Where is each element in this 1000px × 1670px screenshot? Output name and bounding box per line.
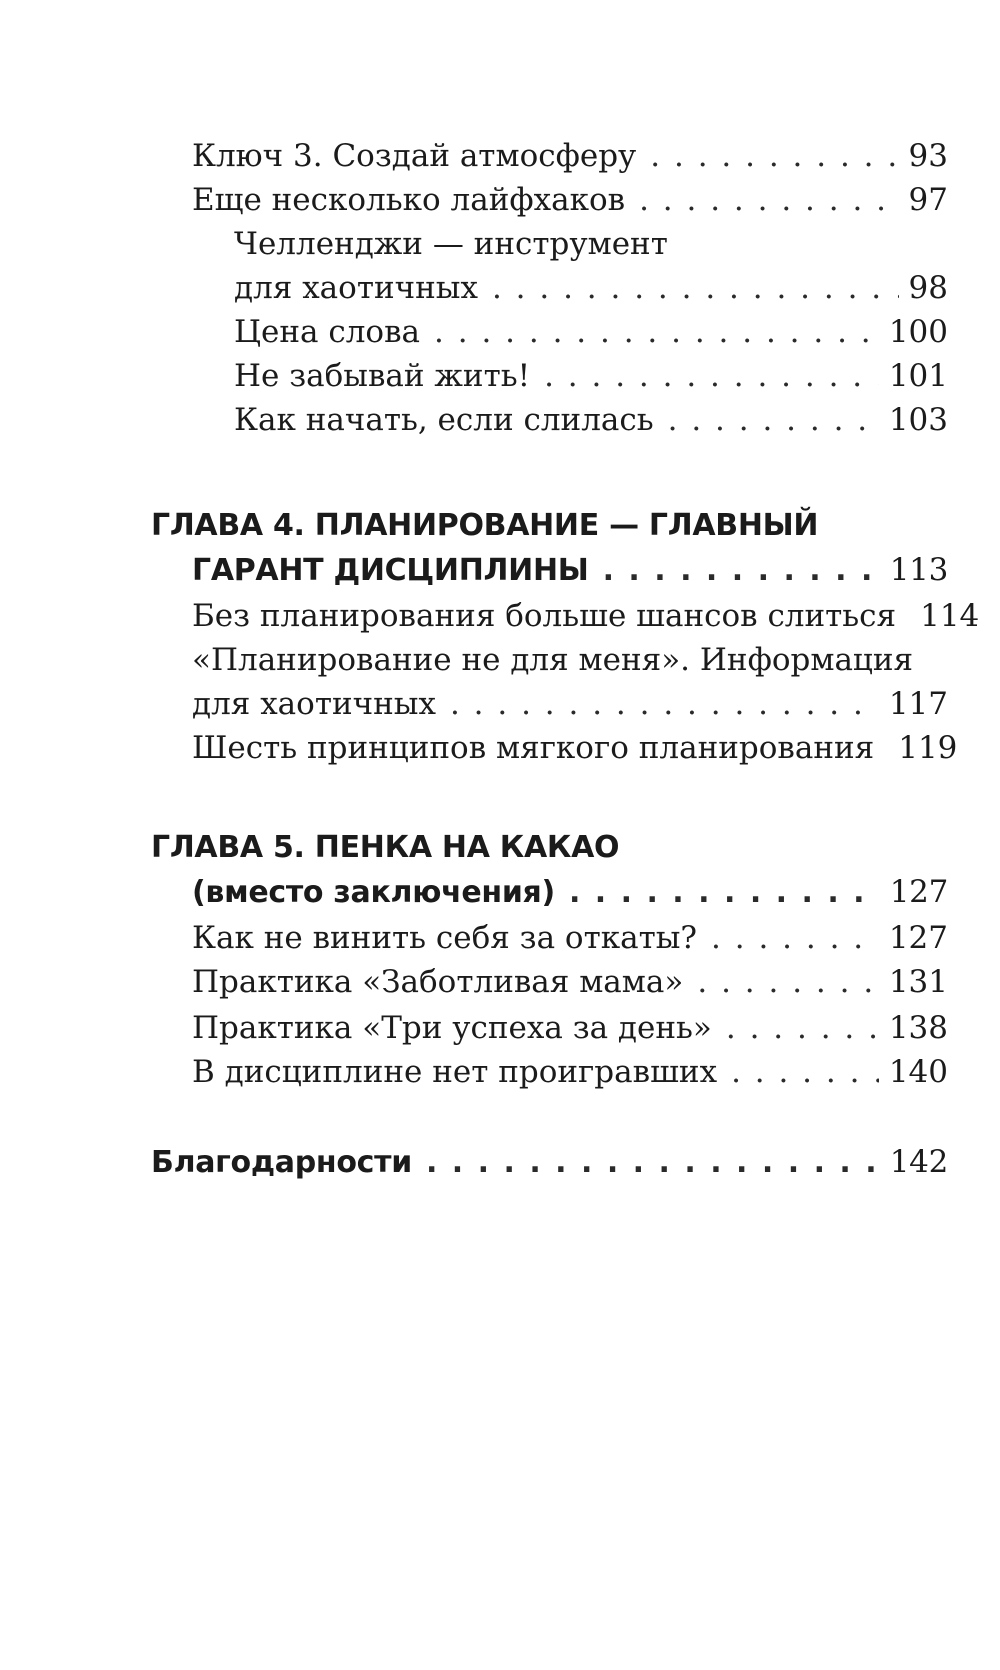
chapter-heading[interactable]	[192, 870, 948, 914]
toc-entry-page: 114	[920, 598, 980, 634]
toc-entry[interactable]	[192, 1050, 948, 1094]
toc-entry[interactable]	[192, 134, 948, 178]
toc-entry[interactable]	[234, 354, 948, 398]
toc-entry[interactable]	[192, 638, 948, 682]
dot-leader	[650, 134, 898, 178]
toc-entry[interactable]	[192, 1006, 948, 1050]
toc-entry[interactable]	[234, 310, 948, 354]
dot-leader	[711, 916, 879, 960]
toc-entry-page: 97	[908, 182, 948, 218]
chapter-heading[interactable]	[151, 826, 948, 870]
toc-entry-page: 103	[888, 402, 948, 438]
toc-entry-page: 98	[908, 270, 948, 306]
chapter-heading[interactable]	[151, 504, 948, 548]
toc-entry-page: 131	[888, 964, 948, 1000]
dot-leader	[697, 960, 878, 1004]
toc-entry[interactable]	[192, 178, 948, 222]
toc-entry[interactable]	[192, 726, 958, 770]
toc-entry-page: 117	[888, 686, 948, 722]
dot-leader	[569, 871, 880, 915]
chapter-heading[interactable]	[192, 548, 948, 592]
toc-entry-page: 101	[888, 358, 948, 394]
toc-entry-title: Практика «Три успеха за день»	[192, 1010, 712, 1046]
toc-entry-title: Как начать, если слилась	[234, 402, 654, 438]
chapter-title: (вместо заключения)	[192, 875, 555, 910]
toc-entry-title: Цена слова	[234, 314, 421, 350]
chapter-page: 127	[889, 874, 948, 910]
acknowledgements-entry[interactable]	[151, 1140, 948, 1184]
toc-entry-title: Не забывай жить!	[234, 358, 531, 394]
acknowledgements-page: 142	[889, 1144, 948, 1180]
chapter-page: 113	[889, 552, 948, 588]
toc-entry[interactable]	[192, 594, 980, 638]
toc-entry-page: 100	[888, 314, 948, 350]
toc-entry-title: Практика «Заботливая мама»	[192, 964, 684, 1000]
dot-leader	[544, 354, 879, 398]
dot-leader	[731, 1050, 879, 1094]
toc-entry[interactable]	[234, 398, 948, 442]
dot-leader	[639, 178, 898, 222]
acknowledgements-title: Благодарности	[151, 1145, 412, 1180]
toc-entry[interactable]	[192, 960, 948, 1004]
toc-entry-title: Ключ 3. Создай атмосферу	[192, 138, 637, 174]
toc-entry-title: Еще несколько лайфхаков	[192, 182, 626, 218]
chapter-title: ГЛАВА 4. ПЛАНИРОВАНИЕ — ГЛАВНЫЙ	[151, 508, 819, 543]
toc-entry-title: «Планирование не для меня». Информация	[192, 642, 914, 678]
chapter-title: ГАРАНТ ДИСЦИПЛИНЫ	[192, 553, 589, 588]
toc-entry[interactable]	[192, 682, 948, 726]
toc-entry-title: Без планирования больше шансов слиться	[192, 598, 897, 634]
toc-entry-page: 93	[908, 138, 948, 174]
toc-entry[interactable]	[192, 916, 948, 960]
dot-leader	[434, 310, 879, 354]
dot-leader	[603, 549, 880, 593]
dot-leader	[726, 1006, 879, 1050]
toc-entry-page: 140	[888, 1054, 948, 1090]
dot-leader	[450, 682, 879, 726]
chapter-title: ГЛАВА 5. ПЕНКА НА КАКАО	[151, 830, 620, 865]
dot-leader	[426, 1141, 880, 1185]
toc-entry-page: 127	[888, 920, 948, 956]
dot-leader	[668, 398, 879, 442]
toc-entry-title: Как не винить себя за откаты?	[192, 920, 698, 956]
toc-entry[interactable]	[234, 266, 948, 310]
toc-entry-title: для хаотичных	[192, 686, 436, 722]
dot-leader	[492, 266, 899, 310]
toc-entry[interactable]	[234, 222, 948, 266]
toc-entry-title: для хаотичных	[234, 270, 478, 306]
toc-entry-page: 138	[888, 1010, 948, 1046]
toc-entry-title: Шесть принципов мягкого планирования	[192, 730, 875, 766]
toc-entry-title: В дисциплине нет проигравших	[192, 1054, 718, 1090]
toc-entry-page: 119	[898, 730, 958, 766]
toc-entry-title: Челленджи — инструмент	[234, 226, 668, 262]
